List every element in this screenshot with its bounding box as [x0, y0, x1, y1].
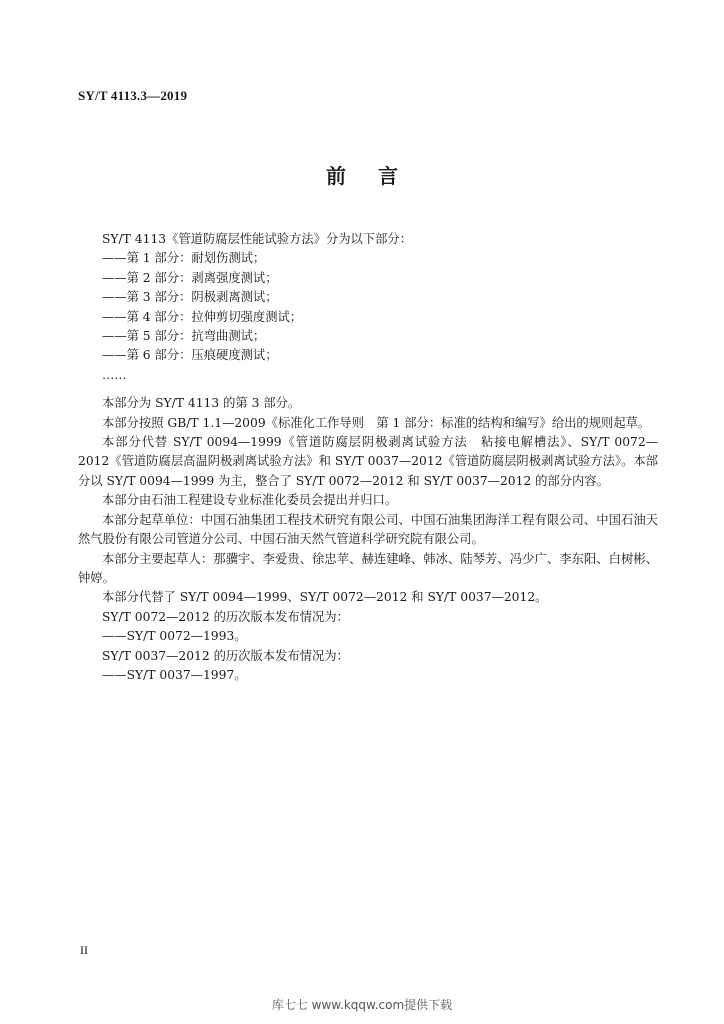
history-item-0037: ——SY/T 0037—1997。	[102, 667, 247, 682]
paragraph-drafting-rules: 本部分按照 GB/T 1.1—2009《标准化工作导则 第 1 部分：标准的结构和编写》给出的规则起草。	[102, 415, 651, 430]
list-item: ——第 3 部分：阴极剥离测试；	[102, 290, 278, 305]
list-item: ——第 5 部分：抗弯曲测试；	[102, 329, 266, 344]
list-item: ——第 1 部分：耐划伤测试；	[102, 251, 266, 266]
paragraph-part-of-series: 本部分为 SY/T 4113 的第 3 部分。	[102, 396, 301, 411]
paragraph-proposed-by: 本部分由石油工程建设专业标准化委员会提出并归口。	[102, 493, 398, 508]
list-item: ——第 4 部分：拉伸剪切强度测试；	[102, 309, 303, 324]
list-item: ——第 6 部分：压痕硬度测试；	[102, 348, 278, 363]
paragraph-replaced-standards: 本部分代替了 SY/T 0094—1999、SY/T 0072—2012 和 SY/T 0037—2012。	[102, 590, 548, 605]
paragraph-history-0037: SY/T 0037—2012 的历次版本发布情况为：	[102, 648, 349, 663]
page-number: II	[80, 943, 88, 957]
list-item: ——第 2 部分：剥离强度测试；	[102, 270, 278, 285]
history-item-0072: ——SY/T 0072—1993。	[102, 629, 247, 644]
paragraph-replaces: 本部分代替 SY/T 0094—1999《管道防腐层阴极剥离试验方法 粘接电解槽法》、SY/T 0072—2012《管道防腐层高温阴极剥离试验方法》和 SY/T 0037—2012《管道防腐层阴极剥离试验方法》。本部分以 SY/T 0094—1999 为主，整合了 SY/T 0072—2012 和 SY/T 0037—2012 的部分内容。	[78, 435, 658, 488]
download-watermark: 库七七 www.kqqw.com提供下载	[271, 998, 453, 1012]
series-intro: SY/T 4113《管道防腐层性能试验方法》分为以下部分：	[102, 232, 413, 246]
paragraph-history-0072: SY/T 0072—2012 的历次版本发布情况为：	[102, 609, 349, 624]
document-body	[78, 230, 658, 685]
paragraph-drafting-units: 本部分起草单位：中国石油集团工程技术研究有限公司、中国石油集团海洋工程有限公司、中国石油天然气股份有限公司管道分公司、中国石油天然气管道科学研究院有限公司。	[78, 512, 658, 547]
standard-code: SY/T 4113.3—2019	[78, 88, 188, 103]
list-ellipsis: ……	[102, 367, 127, 382]
page-title: 前言	[326, 164, 430, 188]
paragraph-drafters: 本部分主要起草人：那骥宇、李爱贵、徐忠苹、赫连建峰、韩冰、陆琴芳、冯少广、李东阳、白树彬、钟婷。	[78, 551, 658, 585]
